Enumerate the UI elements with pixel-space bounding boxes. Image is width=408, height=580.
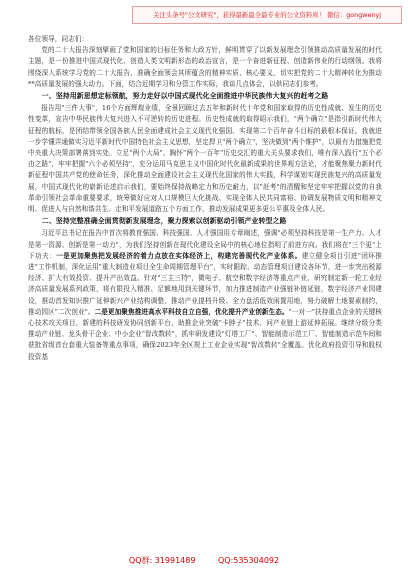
paragraph-section-1: 报告用"三件大事"，16个方面辉煌业绩，全景回顾过去五年和新时代十年党和国家取得的历史性成就、发生的历史性变革，宣告中华民族伟大复兴进入不可逆转的历史进程。历史性成就的取得昭示我们，"两个确立"是指引新时代伟大征程的航标，是团结带领全国各族人民全面建成社会主义现代化强国、实现第二个百年奋斗目标的最根本保证。我就进一步学懂弄通做实习近平新时代中国特色社会主义思想，坚定捍卫"两个确立"，坚决做到"两个维护"，以最有力措施把党中央重大决策部署落到实处。立足"两个大局"、胸怀"两个一百年"历史交汇的重大关头要求我们，唯有深入践行"五个必由之路"，牢牢把握"六个必须坚持"，充分运用马克思主义中国化时代化最新成果的世界观方法论，才能聚焦聚力新时代新征程中国共产党的使命任务，深化推动全面建设社会主义现代化国家的伟大实践，科学谋划实现民族复兴的高质量发展，中国式现代化的崭新论述启示我们，要始终保持战略定力和历史耐力，以"赶考"的清醒和坚定牢牢把握以党的自我革命引领社会革命重要要求，统筹做好应对人口规模巨大化挑战、实现全体人民共同富裕、协调发展物质文明和精神文明、促进人与自然和谐共生、走和平发展道路五个方面工作，推动发展成果更多更公平惠及全体人民。 [28,104,382,214]
point-2-heading: 二是更加聚焦推进高水平科技自立自强，优化提升产业创新生态。 [94,307,289,316]
header-banner: 关注头条号"公文研究"，获得最新最全最专业的公文资料库！ 微信：gongwenyj [132,6,402,24]
section-heading-2: 二、坚持完整准确全面贯彻新发展理念，聚力探索以创新驱动引领产业转型之路 [41,217,287,226]
footer-qq-group: QQ群: 31991489 [128,556,196,565]
section-heading-1: 一、坚持用新思想定标领航，努力走好以中国式现代化全面推进中华民族伟大复兴的赶考之路 [41,92,329,101]
point-1-heading: 一是更加聚焦把发展经济的着力点放在实体经济上，构建完善现代化产业体系。 [56,251,302,260]
footer-contact [0,554,408,568]
document-body [28,34,382,542]
point-1-text: 建立健全项目引进"闭环推进"工作机制，深化运用"重大制造业项目全生命周期管理平台"，实时跟踪、动态管理项目建设各环节，进一步突出税源经济、扩大有效投资、提升产出效益。针对"三主三特"，微电子、航空和数字经济等重点产业，研究制定新一轮工业经济高质量发展系列政策，将有限投入精准、足额地用到关键环节，加力推进制造产业强链补链延链，数字经济产业园建设，推动首发知识推广延伸新兴产业结构调整、推动产业提档升级、全力盘活低效闲置用地，努力破解土地要素制约，推动园区"二次创业"。 [28,251,382,316]
paragraph-intro: 党的二十大报告深刻擘画了党和国家的目标任务和大政方针，鲜明贯穿了以新发展理念引领推动高质量发展的时代主题，是一份推进中国式现代化、创造人类文明新形态的政治宣言，是一个奋进新征程、创造新伟业的行动纲领。我将围绕深入系统学习党的二十大报告，准确全面领会其所蕴含的精神实质、核心要义，切实把党的二十大精神转化为推动**高质量发展的强大动力。下面，结合近期学习和分管工作实际，我谈几点体会，以供同志们参考。 [28,46,382,88]
point-2-text: "一对一"扶持重点企业的关键核心技术攻关项目，新建的科技研发协同创新平台，助推企业突破"卡脖子"技术、问产业链上游延伸拓展。继续分级分类推动产业链、龙头骨干企业、中小企业"智改数转"，抓牢研发建设"灯塔工厂"、智能制造示范工厂、智能制造示范车间和获批省级首台套重大装备等重点事项，确保2023年全区规上工业企业实现"智改数转"全覆盖。优化政府投资引导和股权投资基 [28,307,382,361]
footer-qq-number: QQ:535304092 [218,556,280,565]
paragraph-section-2-lead: 习近平总书记在报告中首次将教育强国、科技强国、人才强国用专章阐述，强调"必须坚持科技是第一生产力、人才是第一资源、创新是第一动力"，为我们坚持创新在现代化建设全局中的核心地位指明了前进方向。我们将在"三个更"上下功夫： [28,229,382,260]
paragraph-section-2 [28,228,382,362]
salutation: 各位领导，同志们： [28,35,89,43]
